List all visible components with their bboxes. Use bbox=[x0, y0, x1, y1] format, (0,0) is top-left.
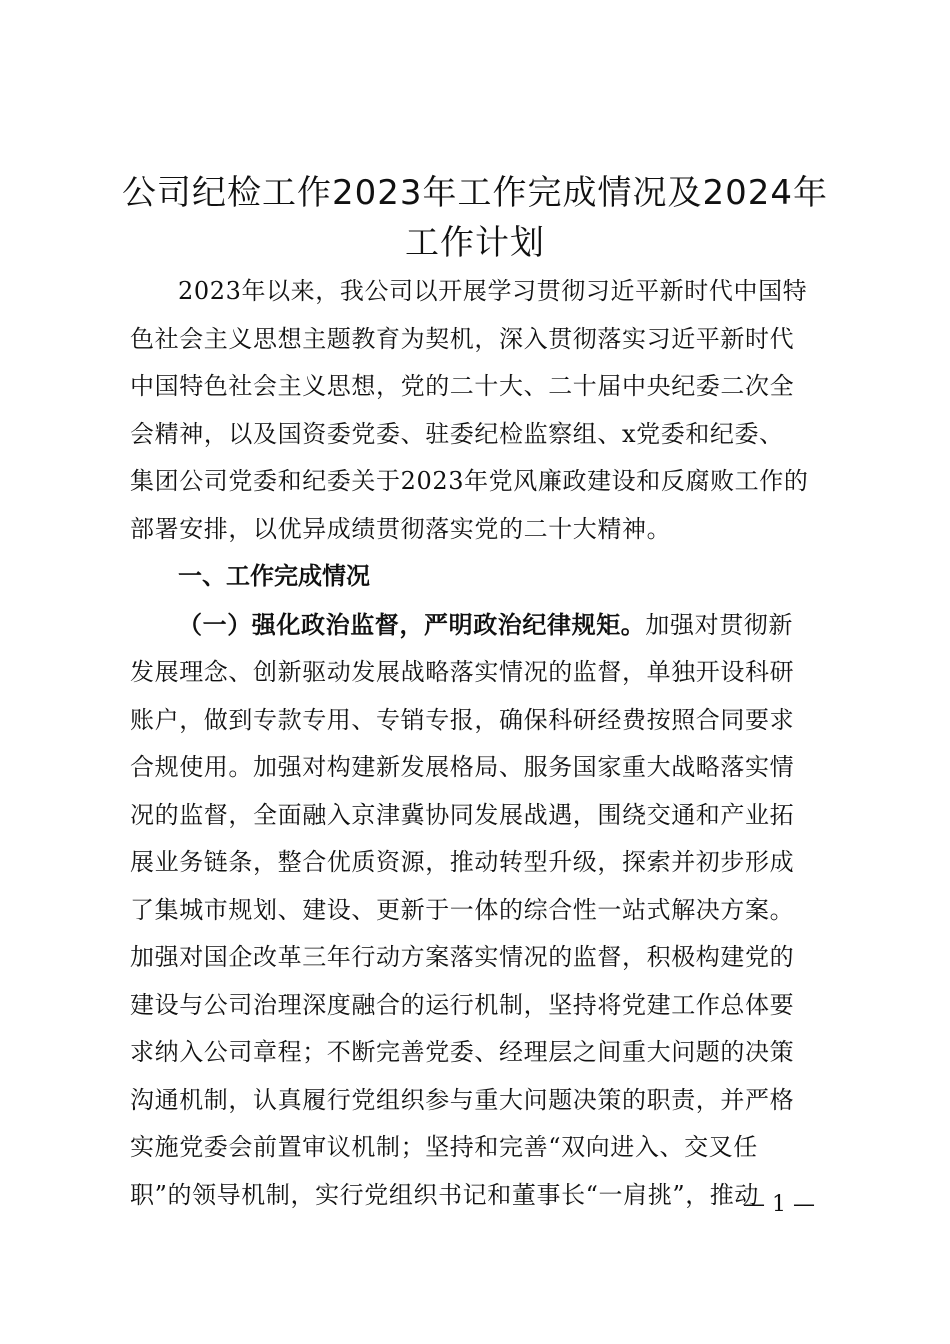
text-line: 中国特色社会主义思想，党的二十大、二十届中央纪委二次全 bbox=[130, 372, 795, 400]
text-line: 求纳入公司章程；不断完善党委、经理层之间重大问题的决策 bbox=[130, 1038, 795, 1066]
text-line: 实施党委会前置审议机制；坚持和完善“双向进入、交叉任 bbox=[130, 1133, 758, 1161]
text-line: 况的监督，全面融入京津冀协同发展战遇，围绕交通和产业拓 bbox=[130, 800, 795, 829]
text-line: 发展理念、创新驱动发展战略落实情况的监督，单独开设科研 bbox=[130, 658, 795, 686]
text-line: 账户，做到专款专用、专销专报，确保科研经费按照合同要求 bbox=[130, 705, 795, 734]
intro-paragraph bbox=[130, 268, 830, 553]
text-line bbox=[130, 601, 830, 650]
text-line: 展业务链条，整合优质资源，推动转型升级，探索并初步形成 bbox=[130, 848, 795, 876]
document-title bbox=[100, 168, 850, 268]
text-line: 沟通机制，认真履行党组织参与重大问题决策的职责，并严格 bbox=[130, 1085, 795, 1114]
text-line: 集团公司党委和纪委关于2023年党风廉政建设和反腐败工作的 bbox=[130, 467, 809, 495]
document-body bbox=[130, 268, 830, 1219]
text-line: 部署安排，以优异成绩贯彻落实党的二十大精神。 bbox=[130, 514, 672, 543]
text-line: 了集城市规划、建设、更新于一体的综合性一站式解决方案。 bbox=[130, 895, 795, 924]
subsection-lead: （一）强化政治监督，严明政治纪律规矩。 bbox=[178, 609, 646, 639]
title-line-2: 工作计划 bbox=[405, 223, 545, 263]
text-line: 色社会主义思想主题教育为契机，深入贯彻落实习近平新时代 bbox=[130, 324, 795, 353]
page-number: — 1 — bbox=[743, 1192, 815, 1217]
text-line: 建设与公司治理深度融合的运行机制，坚持将党建工作总体要 bbox=[130, 990, 795, 1019]
text-line: 职”的领导机制，实行党组织书记和董事长“一肩挑”，推动 bbox=[130, 1180, 760, 1209]
text-line: 加强对国企改革三年行动方案落实情况的监督，积极构建党的 bbox=[130, 943, 795, 971]
subsection-first-rest: 加强对贯彻新 bbox=[645, 610, 794, 639]
text-line: 2023年以来，我公司以开展学习贯彻习近平新时代中国特 bbox=[178, 277, 808, 305]
text-line: 合规使用。加强对构建新发展格局、服务国家重大战略落实情 bbox=[130, 753, 795, 781]
text-line: 会精神，以及国资委党委、驻委纪检监察组、x党委和纪委、 bbox=[130, 419, 784, 448]
title-line-1: 公司纪检工作2023年工作完成情况及2024年 bbox=[121, 173, 829, 213]
subsection-paragraph bbox=[130, 601, 830, 1220]
section-heading: 一、工作完成情况 bbox=[178, 562, 370, 590]
